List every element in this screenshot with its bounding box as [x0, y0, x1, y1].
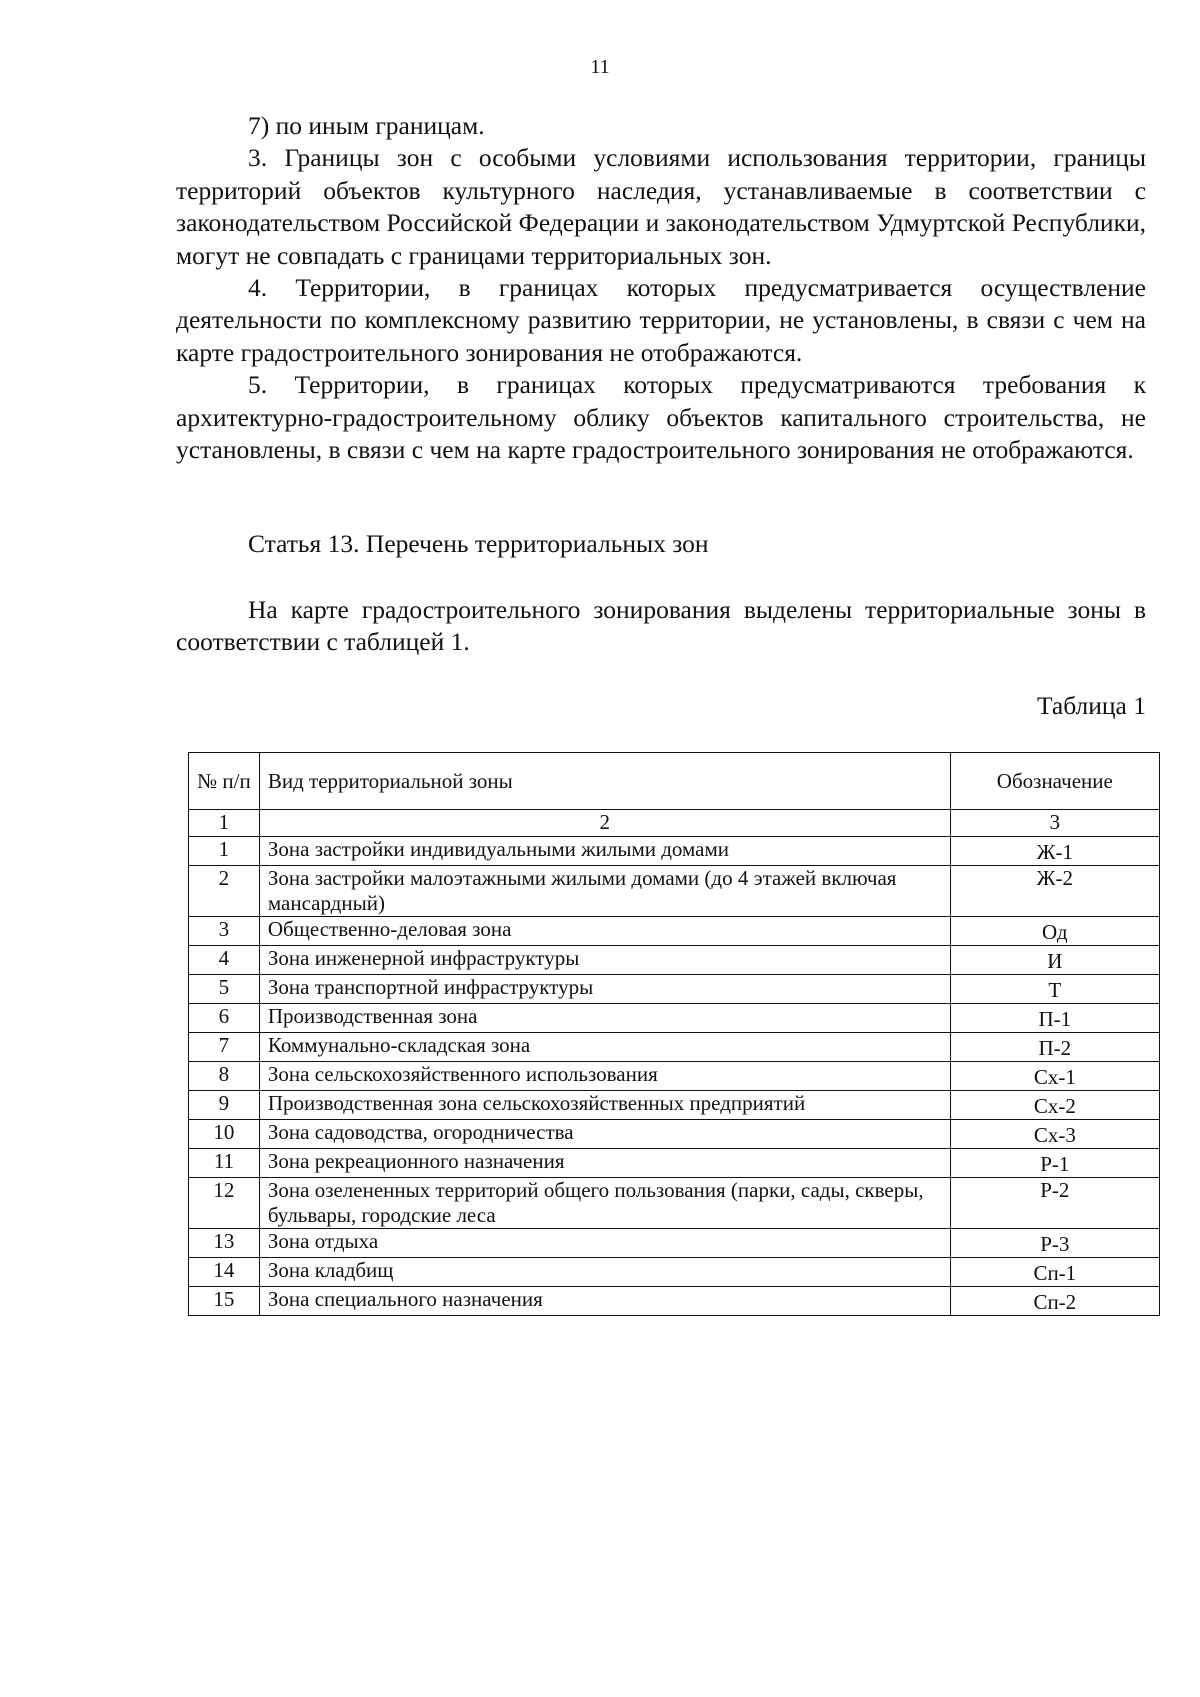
row-number: 13: [189, 1229, 260, 1258]
zone-name: Зона транспортной инфраструктуры: [259, 975, 950, 1004]
zone-code: Сп-1: [950, 1258, 1159, 1287]
zone-code: Ж-2: [950, 866, 1159, 917]
zone-name: Зона застройки индивидуальными жилыми домами: [259, 837, 950, 866]
row-number: 11: [189, 1149, 260, 1178]
table-row: [189, 1178, 1160, 1229]
intro-paragraph: На карте градостроительного зонирования выделены территориальные зоны в соответствии с таблицей 1.: [176, 595, 1146, 657]
table-row: [189, 1258, 1160, 1287]
zone-name: Зона специального назначения: [259, 1287, 950, 1316]
table-row: [189, 1004, 1160, 1033]
row-number: 10: [189, 1120, 260, 1149]
column-numbering-row: [189, 810, 1160, 837]
zone-name: Зона инженерной инфраструктуры: [259, 946, 950, 975]
zone-code: Р-2: [950, 1178, 1159, 1229]
table-row: [189, 1229, 1160, 1258]
table-row: [189, 917, 1160, 946]
header-num: № п/п: [189, 753, 260, 810]
zone-code: И: [950, 946, 1159, 975]
zone-name: Зона сельскохозяйственного использования: [259, 1062, 950, 1091]
row-number: 12: [189, 1178, 260, 1229]
zone-code: Сх-3: [950, 1120, 1159, 1149]
zone-name: Общественно-деловая зона: [259, 917, 950, 946]
row-number: 5: [189, 975, 260, 1004]
paragraph-item-7: 7) по иным границам.: [248, 111, 485, 140]
zone-name: Зона озелененных территорий общего пользования (парки, сады, скверы, бульвары, городские леса: [259, 1178, 950, 1229]
body-text: [176, 110, 1146, 466]
row-number: 14: [189, 1258, 260, 1287]
table-row: [189, 837, 1160, 866]
zone-name: Зона рекреационного назначения: [259, 1149, 950, 1178]
zones-table: [188, 752, 1160, 1316]
zone-code: П-1: [950, 1004, 1159, 1033]
row-number: 6: [189, 1004, 260, 1033]
row-number: 9: [189, 1091, 260, 1120]
paragraph-4: 4. Территории, в границах которых предусматривается осуществление деятельности по комплексному развитию территории, не установлены, в связи с чем на карте градостроительного зонирования не отображаются.: [176, 273, 1146, 367]
table-row: [189, 1062, 1160, 1091]
zone-name: Производственная зона: [259, 1004, 950, 1033]
header-code: Обозначение: [950, 753, 1159, 810]
zone-name: Зона садоводства, огородничества: [259, 1120, 950, 1149]
zone-code: Ж-1: [950, 837, 1159, 866]
column-number: 3: [950, 810, 1159, 837]
table-row: [189, 1120, 1160, 1149]
row-number: 1: [189, 837, 260, 866]
row-number: 15: [189, 1287, 260, 1316]
zone-code: Р-3: [950, 1229, 1159, 1258]
zone-code: Т: [950, 975, 1159, 1004]
row-number: 2: [189, 866, 260, 917]
zone-name: Производственная зона сельскохозяйственных предприятий: [259, 1091, 950, 1120]
zone-name: Зона отдыха: [259, 1229, 950, 1258]
table-row: [189, 866, 1160, 917]
table-caption: Таблица 1: [1036, 691, 1146, 720]
row-number: 4: [189, 946, 260, 975]
table-row: [189, 975, 1160, 1004]
column-number: 2: [259, 810, 950, 837]
zone-code: Сп-2: [950, 1287, 1159, 1316]
zone-code: Сх-1: [950, 1062, 1159, 1091]
zone-name: Зона кладбищ: [259, 1258, 950, 1287]
article-heading: Статья 13. Перечень территориальных зон: [248, 529, 709, 558]
table-row: [189, 946, 1160, 975]
table-row: [189, 1091, 1160, 1120]
column-number: 1: [189, 810, 260, 837]
zone-code: Р-1: [950, 1149, 1159, 1178]
row-number: 7: [189, 1033, 260, 1062]
table-header-row: [189, 753, 1160, 810]
zone-code: П-2: [950, 1033, 1159, 1062]
page-number: 11: [590, 56, 610, 78]
row-number: 8: [189, 1062, 260, 1091]
row-number: 3: [189, 917, 260, 946]
zone-name: Коммунально-складская зона: [259, 1033, 950, 1062]
table-row: [189, 1149, 1160, 1178]
table-row: [189, 1033, 1160, 1062]
zone-code: Сх-2: [950, 1091, 1159, 1120]
zone-name: Зона застройки малоэтажными жилыми домами (до 4 этажей включая мансардный): [259, 866, 950, 917]
paragraph-3: 3. Границы зон с особыми условиями использования территории, границы территорий объектов культурного наследия, устанавливаемые в соответствии с законодательством Российской Федерации и законодательством Удмуртской Республики, могут не совпадать с границами территориальных зон.: [176, 143, 1146, 270]
table-row: [189, 1287, 1160, 1316]
zone-code: Од: [950, 917, 1159, 946]
header-name: Вид территориальной зоны: [259, 753, 950, 810]
paragraph-5: 5. Территории, в границах которых предусматриваются требования к архитектурно-градостроительному облику объектов капитального строительства, не установлены, в связи с чем на карте градостроительного зонирования не отображаются.: [176, 370, 1146, 465]
